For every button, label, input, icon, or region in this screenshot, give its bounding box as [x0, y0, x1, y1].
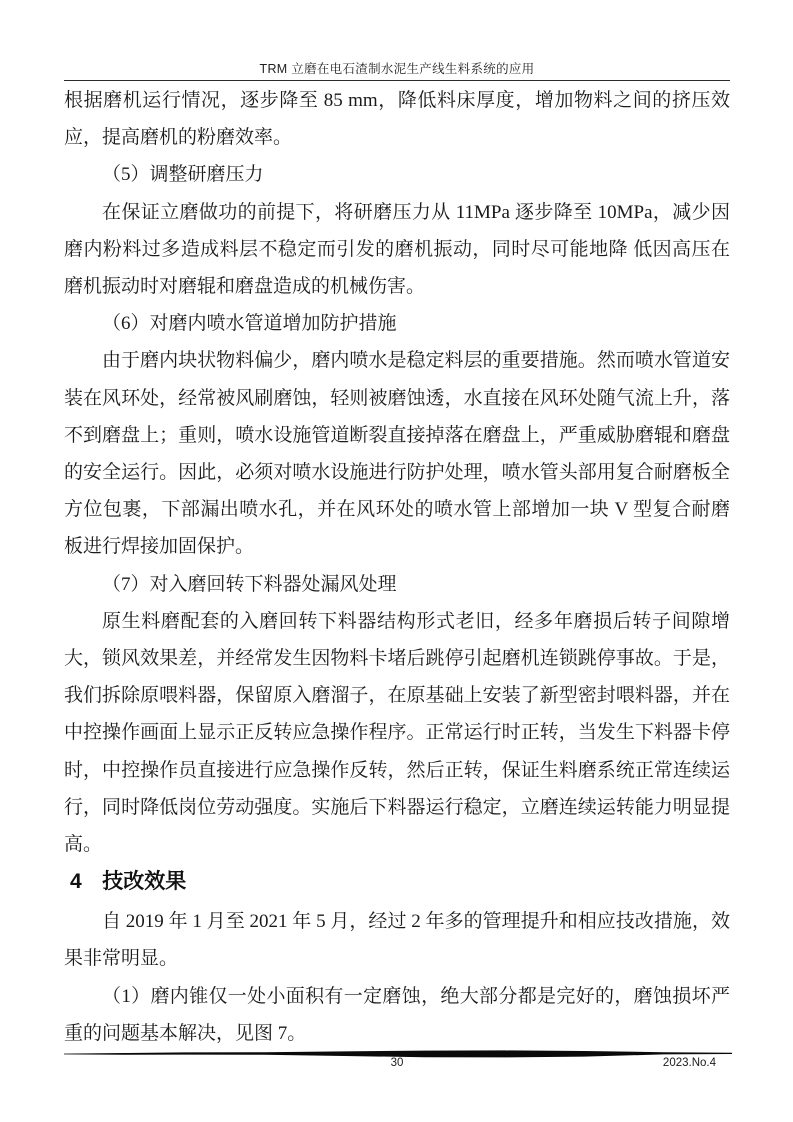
paragraph-continuation: 根据磨机运行情况，逐步降至 85 mm，降低料床厚度，增加物料之间的挤压效应，提高磨机的粉磨效率。	[64, 90, 730, 149]
body-text	[64, 82, 730, 1052]
section-heading	[70, 865, 730, 899]
issue-label: 2023.No.4	[662, 1057, 716, 1069]
paragraph-grinding-pressure: 在保证立磨做功的前提下，将研磨压力从 11MPa 逐步降至 10MPa，减少因磨内粉料过多造成料层不稳定而引发的磨机振动，同时尽可能地降 低因高压在磨机振动时对磨辊和磨盘造成的机械伤害。	[64, 201, 730, 298]
footer	[64, 1057, 730, 1073]
section-number: 4	[70, 870, 82, 894]
subsection-heading-7: （7）对入磨回转下料器处漏风处理	[102, 573, 397, 595]
page-number: 30	[390, 1057, 404, 1069]
subsection-heading-5: （5）调整研磨压力	[102, 164, 264, 186]
paragraph-rotary-feeder: 原生料磨配套的入磨回转下料器结构形式老旧，经多年磨损后转子间隙增大，锁风效果差，并经常发生因物料卡堵后跳停引起磨机连锁跳停事故。于是，我们拆除原喂料器，保留原入磨溜子，在原基础上安装了新型密封喂料器，并在中控操作画面上显示正反转应急操作程序。正常运行时正转，当发生下料器卡停时，中控操作员直接进行应急操作反转，然后正转，保证生料磨系统正常连续运行，同时降低岗位劳动强度。实施后下料器运行稳定，立磨连续运转能力明显提高。	[64, 610, 730, 856]
running-head-title: TRM 立磨在电石渣制水泥生产线生料系统的应用	[259, 62, 535, 76]
section-title: 技改效果	[102, 870, 187, 894]
subsection-heading-6: （6）对磨内喷水管道增加防护措施	[102, 313, 397, 335]
paragraph-result-1: （1）磨内锥仅一处小面积有一定磨蚀，绝大部分都是完好的，磨蚀损坏严重的问题基本解决，见图 7。	[64, 985, 730, 1044]
running-head	[64, 0, 730, 81]
paragraph-water-spray-protection: 由于磨内块状物料偏少，磨内喷水是稳定料层的重要措施。然而喷水管道安装在风环处，经常被风刷磨蚀，轻则被磨蚀透，水直接在风环处随气流上升，落不到磨盘上；重则，喷水设施管道断裂直接掉落在磨盘上，严重威胁磨辊和磨盘的安全运行。因此，必须对喷水设施进行防护处理，喷水管头部用复合耐磨板全方位包裹，下部漏出喷水孔，并在风环处的喷水管上部增加一块 V 型复合耐磨板进行焊接加固保护。	[64, 350, 730, 558]
paragraph-results-intro: 自 2019 年 1 月至 2021 年 5 月，经过 2 年多的管理提升和相应技改措施，效果非常明显。	[64, 911, 730, 970]
